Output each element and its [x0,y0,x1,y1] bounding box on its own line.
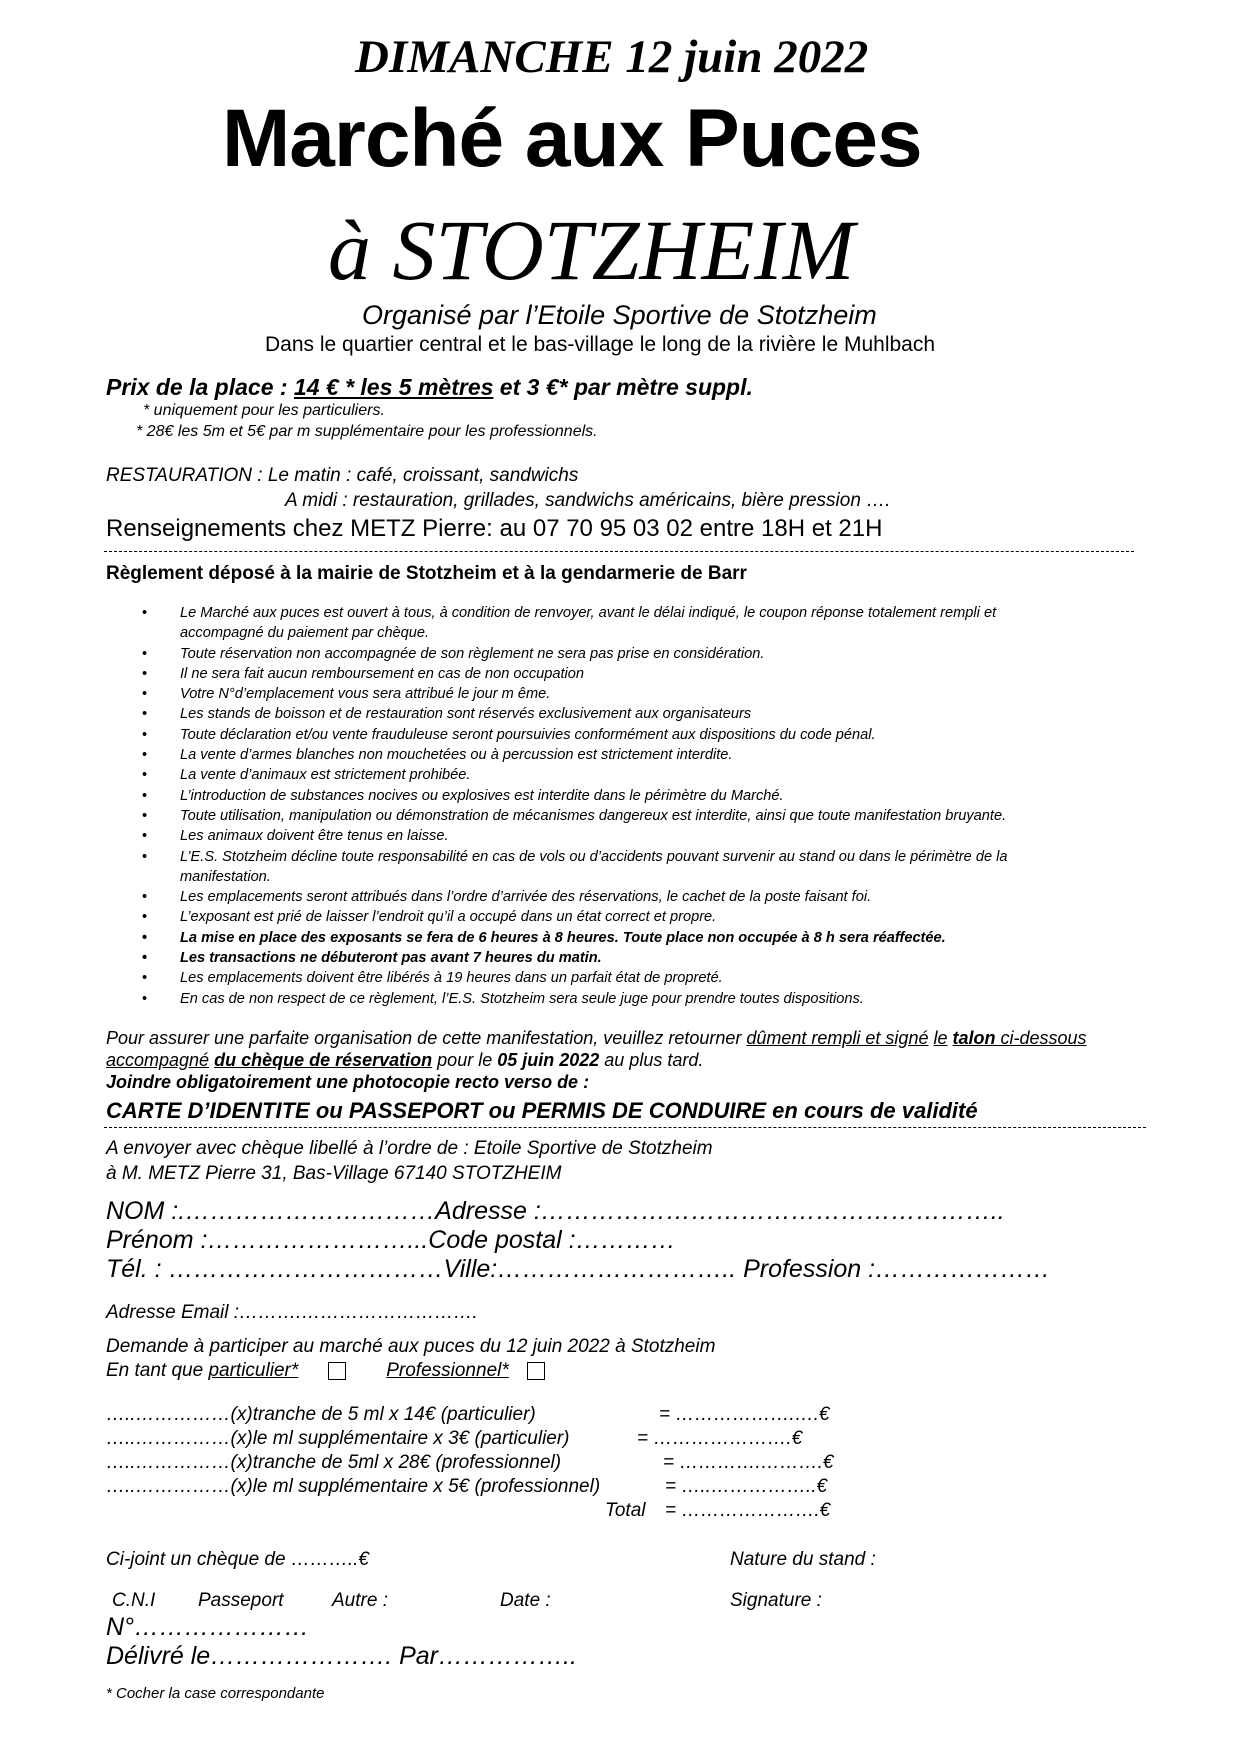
rule-item: • Le Marché aux puces est ouvert à tous, à condition de renvoyer, avant le délai indiqué, le coupon réponse totalement rempli et [142,605,997,621]
calc-line[interactable]: …..……………(x)le ml supplémentaire x 5€ (professionnel) [106,1476,601,1497]
field-prenom-codepostal[interactable]: Prénom :……………………...Code postal :………… [106,1226,676,1254]
participation-request: Demande à participer au marché aux puces du 12 juin 2022 à Stotzheim [106,1336,716,1357]
id-cni: C.N.I [112,1590,156,1611]
location-line: Dans le quartier central et le bas-village le long de la rivière le Muhlbach [265,333,936,356]
cut-line-dashed [104,1127,1146,1128]
price-label: Prix de la place : [106,374,294,400]
field-email[interactable]: Adresse Email :……….………………………. [106,1302,478,1323]
signature-field[interactable]: Signature : [730,1590,822,1611]
event-town: à STOTZHEIM [328,202,855,298]
calc-result[interactable]: = ………………….€ [637,1428,803,1449]
calc-result[interactable]: = ……………….….€ [659,1404,830,1425]
id-passeport: Passeport [198,1590,284,1611]
calc-line[interactable]: …..……………(x)tranche de 5ml x 28€ (professionnel) [106,1452,562,1473]
calc-result[interactable]: = …..……………..€ [665,1476,828,1497]
rule-item: • La vente d’armes blanches non mouchetées ou à percussion est strictement interdite. [142,747,733,764]
contact-line: Renseignements chez METZ Pierre: au 07 70 95 03 02 entre 18H et 21H [106,515,883,542]
rule-item: • L’E.S. Stotzheim décline toute responsabilité en cas de vols ou d’accidents pouvant survenir au stand ou dans le périmètre de la [142,848,1008,865]
rule-item: • Il ne sera fait aucun remboursement en cas de non occupation [142,665,585,682]
delivered-field[interactable]: Délivré le…………………. Par…………….. [106,1642,577,1670]
rule-item: • Les animaux doivent être tenus en laisse. [142,828,449,845]
separator-dashed [104,551,1134,552]
rules-list [136,603,1136,1009]
rule-item: • Toute utilisation, manipulation ou démonstration de mécanismes dangereux est interdite, ainsi que toute manifestation bruyante. [142,807,1007,824]
price-underlined: 14 € * les 5 mètres [293,374,494,400]
instructions-documents: CARTE D’IDENTITE ou PASSEPORT ou PERMIS DE CONDUIRE en cours de validité [106,1098,978,1123]
cheque-amount[interactable]: Ci-joint un chèque de ………..€ [106,1549,369,1570]
field-tel-ville-profession[interactable]: Tél. : ……………………………Ville:……………………….. Profession :………………… [106,1255,1051,1283]
professionnel-label: Professionnel* [386,1360,509,1381]
date-field[interactable]: Date : [500,1590,551,1611]
restauration-line2: A midi : restauration, grillades, sandwichs américains, bière pression …. [285,490,891,511]
rule-item: • Les emplacements doivent être libérés à 19 heures dans un parfait état de propreté. [142,970,723,987]
particulier-checkbox[interactable] [328,1362,346,1380]
field-nom-adresse[interactable]: NOM :.…………………………Adresse :……………………………………………….. [106,1197,1005,1225]
price-note-particuliers: * uniquement pour les particuliers. [143,402,385,419]
participant-type-row: En tant que particulier* Professionnel* [106,1360,545,1382]
rule-item-continuation: manifestation. [180,868,271,885]
restauration-line1: RESTAURATION : Le matin : café, croissant, sandwichs [106,465,579,486]
total-label: Total [605,1500,646,1521]
rule-item-continuation: accompagné du paiement par chèque. [180,625,430,642]
rule-item: • L’introduction de substances nocives ou explosives est interdite dans le périmètre du Marché. [142,787,784,804]
professionnel-checkbox[interactable] [527,1362,545,1380]
calc-line[interactable]: …..……………(x)tranche de 5 ml x 14€ (particulier) [106,1404,536,1425]
price-line [106,374,753,401]
stand-nature[interactable]: Nature du stand : [730,1549,876,1570]
price-note-professionnels: * 28€ les 5m et 5€ par m supplémentaire pour les professionnels. [136,423,598,440]
instructions-photocopy: Joindre obligatoirement une photocopie recto verso de : [106,1072,590,1092]
rule-item: • Votre N°d’emplacement vous sera attribué le jour m ême. [142,686,551,703]
rule-item: • En cas de non respect de ce règlement, l’E.S. Stotzheim sera seule juge pour prendre toutes dispositions. [142,990,864,1007]
send-line1: A envoyer avec chèque libellé à l’ordre de : Etoile Sportive de Stotzheim [106,1138,713,1159]
rule-item: • Les emplacements seront attribués dans l’ordre d’arrivée des réservations, le cachet de la poste faisant foi. [142,889,872,906]
total-value[interactable]: = ………………….€ [665,1500,831,1521]
rule-item: • L’exposant est prié de laisser l’endroit qu’il a occupé dans un état correct et propre. [142,909,717,926]
event-title: Marché aux Puces [222,93,922,184]
rule-item-bold: • La mise en place des exposants se fera de 6 heures à 8 heures. Toute place non occupée à 8 h sera réaffectée. [142,929,946,946]
event-date: DIMANCHE 12 juin 2022 [355,31,869,83]
send-line2: à M. METZ Pierre 31, Bas-Village 67140 STOTZHEIM [106,1163,562,1184]
calc-line[interactable]: …..……………(x)le ml supplémentaire x 3€ (particulier) [106,1428,570,1449]
organizer-line: Organisé par l’Etoile Sportive de Stotzheim [362,300,877,330]
instructions-line1: Pour assurer une parfaite organisation de cette manifestation, veuillez retourner dûment rempli et signé le talon ci-dessous [106,1028,1087,1048]
rule-item: • La vente d’animaux est strictement prohibée. [142,767,471,784]
rule-item-bold: • Les transactions ne débuteront pas avant 7 heures du matin. [142,950,602,967]
checkbox-footnote: * Cocher la case correspondante [106,1685,325,1702]
id-number-field[interactable]: N°………………… [106,1613,310,1641]
calc-result[interactable]: = ………….……….€ [663,1452,834,1473]
reglement-title: Règlement déposé à la mairie de Stotzheim et à la gendarmerie de Barr [106,563,747,584]
id-autre: Autre : [332,1590,388,1611]
rule-item: • Toute déclaration et/ou vente frauduleuse seront poursuivies conformément aux dispositions du code pénal. [142,726,876,743]
rule-item: • Toute réservation non accompagnée de son règlement ne sera pas prise en considération. [142,645,765,662]
instructions-line2: accompagné du chèque de réservation pour le 05 juin 2022 au plus tard. [106,1050,704,1070]
particulier-label: particulier* [208,1360,299,1381]
price-rest: et 3 €* par mètre suppl. [493,374,753,400]
rule-item: • Les stands de boisson et de restauration sont réservés exclusivement aux organisateurs [142,706,752,723]
